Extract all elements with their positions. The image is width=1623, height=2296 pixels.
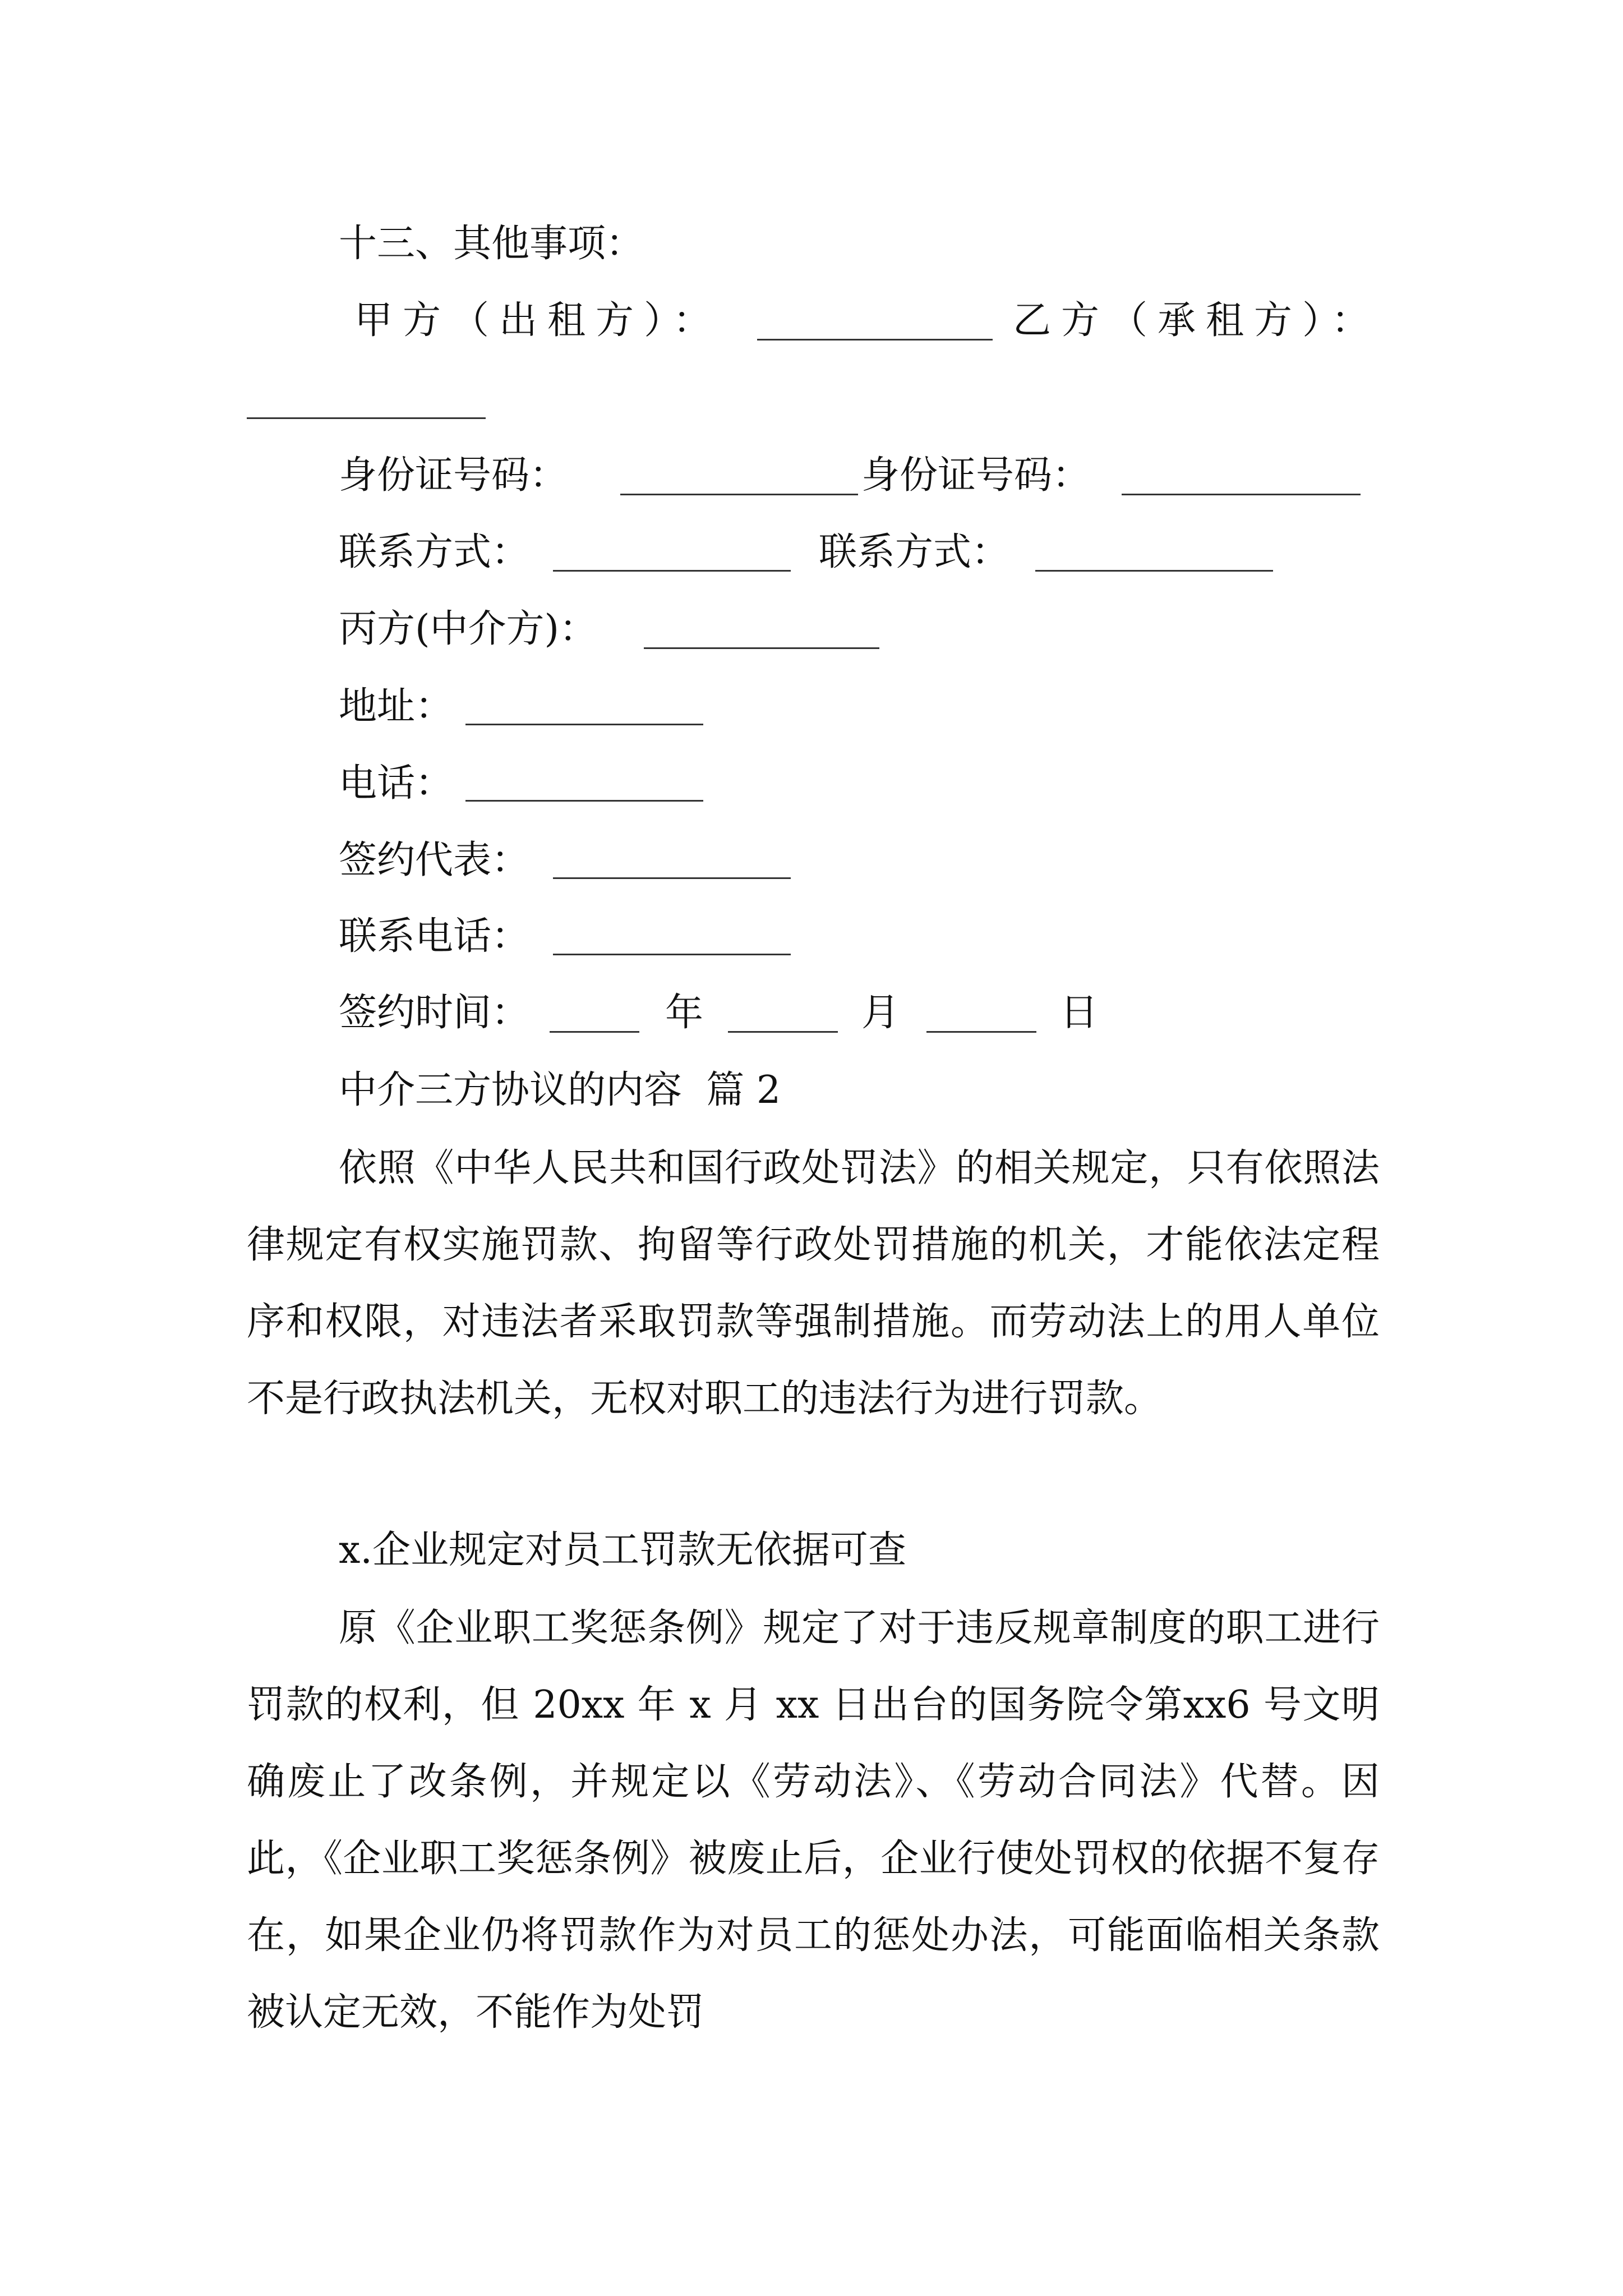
address-label: 地址： (339, 684, 454, 729)
party-c-blank[interactable] (644, 647, 879, 649)
paragraph-2: 原《企业职工奖惩条例》规定了对于违反规章制度的职工进行罚款的权利，但 20xx 年 x 月 xx 日出台的国务院令第xx6 号文明确废止了改条例，并规定以《劳动法》、《劳动合同法》代替。因此，《企业职工奖惩条例》被废止后，企业行使处罚权的依据不复存在，如果企业仍将罚款作为对员工的惩处办法，可能面临相关条款被认定无效，不能作为处罚 (247, 1606, 1380, 2035)
sign-month-blank[interactable] (728, 1031, 838, 1033)
id-b-blank[interactable] (1122, 494, 1361, 495)
party-a-blank[interactable] (757, 339, 993, 341)
contact-b-label: 联系方式： (819, 530, 1010, 574)
paragraph-1: 依照《中华人民共和国行政处罚法》的相关规定，只有依照法律规定有权实施罚款、拘留等行政处罚措施的机关，才能依法定程序和权限，对违法者采取罚款等强制措施。而劳动法上的用人单位不是行政执法机关，无权对职工的违法行为进行罚款。 (247, 1146, 1380, 1421)
sign-month-label: 月 (861, 991, 900, 1035)
contact-a-label: 联系方式： (339, 530, 530, 574)
party-b-blank[interactable] (247, 417, 486, 419)
contact-phone-label: 联系电话： (339, 914, 530, 959)
phone-blank[interactable] (465, 800, 703, 802)
id-b-label: 身份证号码： (861, 453, 1091, 498)
signatory-label: 签约代表： (339, 838, 530, 882)
party-a-label: 甲方（出租方）： (354, 298, 722, 343)
address-blank[interactable] (465, 724, 703, 725)
sign-year-blank[interactable] (550, 1031, 639, 1033)
contact-phone-blank[interactable] (553, 954, 791, 955)
article-title: 中介三方协议的内容 篇 2 (339, 1068, 781, 1112)
section-heading: 十三、其他事项： (339, 222, 644, 266)
signatory-blank[interactable] (553, 877, 791, 879)
phone-label: 电话： (339, 761, 454, 806)
sign-day-blank[interactable] (926, 1031, 1036, 1033)
party-c-label: 丙方(中介方)： (339, 607, 598, 651)
party-b-label: 乙方（承租方）： (1013, 298, 1380, 343)
subheading: x.企业规定对员工罚款无依据可查 (339, 1528, 906, 1572)
sign-year-label: 年 (665, 991, 704, 1035)
id-a-blank[interactable] (620, 494, 858, 495)
contact-b-blank[interactable] (1035, 570, 1273, 572)
sign-time-label: 签约时间： (339, 991, 530, 1035)
sign-day-label: 日 (1060, 991, 1099, 1035)
contact-a-blank[interactable] (553, 570, 791, 572)
id-a-label: 身份证号码： (339, 453, 568, 498)
